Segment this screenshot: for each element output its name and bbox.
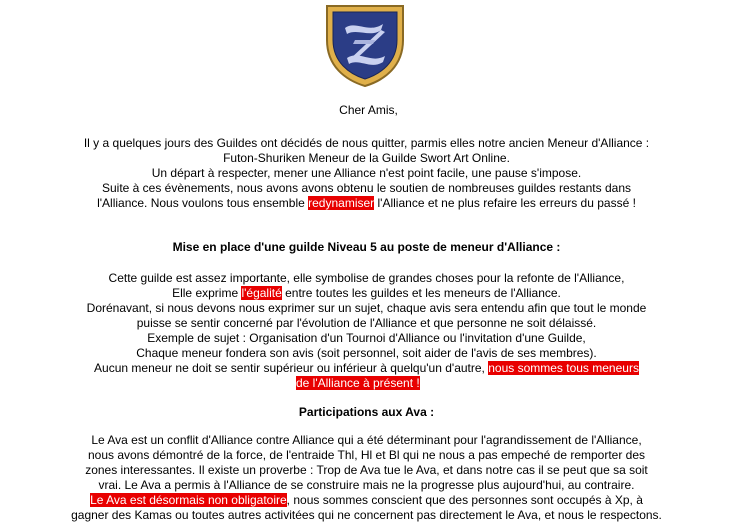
section-line: Exemple de sujet : Organisation d'un Tournoi d'Alliance ou l'invitation d'une Guilde,: [147, 331, 586, 345]
highlight-text: Le Ava est désormais non obligatoire: [90, 493, 287, 507]
section-line: Dorénavant, si nous devons nous exprimer sur un sujet, chaque avis sera entendu afin que tout le monde: [86, 301, 647, 315]
text: entre toutes les guildes et les meneurs de l'Alliance.: [281, 286, 561, 300]
section-line: Le Ava est un conflit d'Alliance contre Alliance qui a été déterminant pour l'agrandissement de l'Alliance,: [91, 433, 642, 447]
intro-line: Futon-Shuriken Meneur de la Guilde Swort Art Online.: [223, 151, 510, 165]
intro-line: Il y a quelques jours des Guildes ont décidés de nous quitter, parmis elles notre ancien Meneur d'Alliance :: [83, 136, 650, 150]
intro-line: [0, 196, 733, 211]
greeting: Cher Amis,: [339, 103, 398, 117]
alliance-crest-icon: [323, 0, 407, 88]
intro-line: Un départ à respecter, mener une Alliance n'est point facile, une pause s'impose.: [151, 166, 582, 180]
section-line: Cette guilde est assez importante, elle symbolise de grandes choses pour la refonte de l'Alliance,: [108, 271, 625, 285]
highlight-text: l'égalité: [241, 286, 282, 300]
highlight-text: redynamiser: [308, 196, 375, 210]
section-line: zones interessantes. Il existe un proverbe : Trop de Ava tue le Ava, et dans notre cas il se peut que sa soit: [85, 463, 648, 477]
intro-line: Suite à ces évènements, nous avons avons obtenu le soutien de nombreuses guildes restants dans: [101, 181, 631, 195]
text: , nous sommes conscient que des personnes sont occupés à Xp, à: [286, 493, 643, 507]
highlight-text: nous sommes tous meneurs: [488, 361, 639, 375]
section-line: [0, 286, 733, 301]
section-line: puisse se sentir concerné par l'évolution de l'Alliance et que personne ne soit délaissé.: [136, 316, 597, 330]
text: Elle exprime: [172, 286, 242, 300]
section-line: gagner des Kamas ou toutes autres activitées qui ne concernent pas directement le Ava, et nous le respectons.: [71, 508, 662, 522]
section-title: Participations aux Ava :: [298, 405, 435, 419]
section-line: [0, 376, 733, 391]
section-line: Chaque meneur fondera son avis (soit personnel, soit aider de l'avis de ses membres).: [136, 346, 597, 360]
section-line: [0, 361, 733, 376]
text: Aucun meneur ne doit se sentir supérieur ou inférieur à quelqu'un d'autre,: [94, 361, 489, 375]
section-line: [0, 493, 733, 508]
text: l'Alliance et ne plus refaire les erreurs du passé !: [374, 196, 636, 210]
highlight-text: de l'Alliance à présent !: [296, 376, 420, 390]
text: l'Alliance. Nous voulons tous ensemble: [97, 196, 309, 210]
section-title: Mise en place d'une guilde Niveau 5 au poste de meneur d'Alliance :: [172, 240, 561, 254]
section-line: vrai. Le Ava a permis à l'Alliance de se construire mais ne la progresse plus aujourd'hui, au contraire.: [98, 478, 635, 492]
section-line: nous avons démontré de la force, de l'entraide Thl, Hl et Bl qui ne nous a pas empeché de remporter des: [87, 448, 646, 462]
